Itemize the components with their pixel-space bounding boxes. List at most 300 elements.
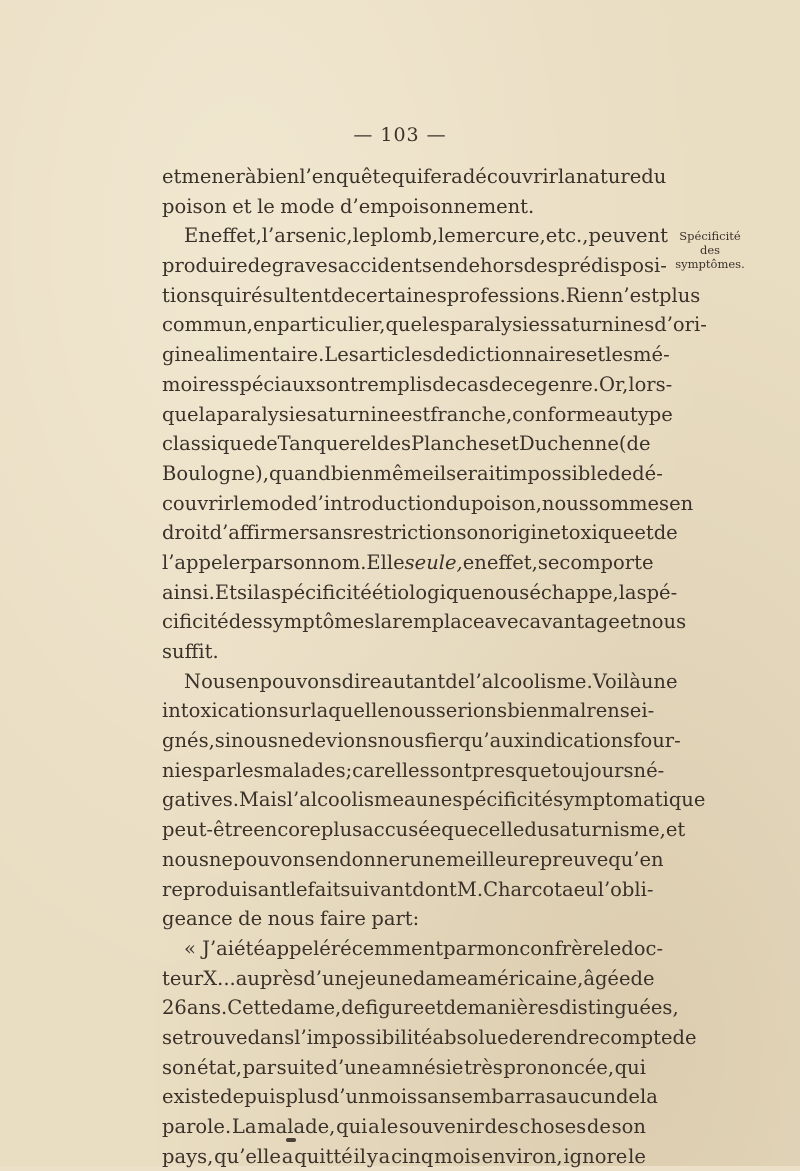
- word: conforme: [512, 402, 606, 426]
- word: mon: [476, 936, 520, 960]
- word: par: [202, 758, 236, 782]
- word: qui: [614, 1055, 646, 1079]
- word: qu’aux: [458, 729, 525, 753]
- word: a: [404, 788, 416, 812]
- word: d’affirmer: [209, 521, 309, 545]
- word: compte: [599, 1025, 673, 1049]
- word: les: [235, 758, 264, 782]
- word: une: [409, 847, 447, 871]
- text-line: [162, 1082, 658, 1112]
- word: saturnines: [549, 313, 655, 337]
- word: le: [628, 1144, 646, 1168]
- word: une: [415, 788, 453, 812]
- word: nies: [162, 758, 203, 782]
- word: en: [235, 669, 260, 693]
- text-line: [162, 162, 667, 192]
- word: d’introduction: [305, 491, 446, 515]
- word: peuvent: [588, 224, 668, 248]
- word: a: [562, 877, 574, 901]
- word: la: [557, 165, 576, 188]
- word: jeune: [358, 966, 413, 990]
- word: origine: [490, 521, 561, 545]
- word: Planches: [411, 432, 500, 456]
- page-number-header: — 103 —: [353, 124, 447, 146]
- word: résultent: [241, 283, 332, 307]
- word: de: [672, 1025, 697, 1049]
- text-line: [162, 696, 655, 726]
- word: car: [352, 758, 385, 782]
- word: son: [283, 550, 318, 574]
- word: meilleure: [446, 847, 540, 871]
- word: que: [385, 313, 423, 337]
- margin-note: [668, 229, 752, 271]
- word: gatives.: [162, 788, 239, 812]
- word: Rien: [565, 283, 611, 307]
- word: nature: [575, 165, 642, 188]
- word: intoxication: [162, 699, 279, 723]
- word: paralysie: [216, 402, 307, 426]
- word: de: [432, 372, 457, 396]
- text-line: [162, 904, 646, 934]
- word: de: [608, 461, 633, 485]
- text-line: [162, 340, 670, 370]
- text-line: [162, 845, 664, 875]
- word: nous: [639, 610, 687, 634]
- word: peut-être: [162, 818, 254, 842]
- word: M.: [456, 877, 484, 901]
- word: le: [257, 194, 275, 218]
- word: preuve: [539, 847, 609, 871]
- word: nous: [541, 491, 589, 515]
- word: les: [422, 313, 450, 337]
- word: des: [484, 1115, 519, 1138]
- word: la: [618, 580, 637, 604]
- word: et: [585, 343, 606, 367]
- word: doc-: [621, 936, 664, 960]
- word: nous: [482, 580, 530, 604]
- word: effet,: [210, 224, 262, 248]
- word: quitté: [294, 1144, 353, 1168]
- word: spécificité: [271, 580, 372, 604]
- word: cas: [456, 372, 489, 396]
- text-line: [162, 459, 663, 489]
- word: accidents: [337, 254, 432, 278]
- word: plus: [320, 818, 363, 842]
- word: des: [377, 432, 412, 456]
- word: amnésie: [381, 1055, 464, 1079]
- word: se: [537, 550, 560, 574]
- word: articles: [358, 343, 433, 367]
- word: étiologique: [371, 580, 483, 604]
- word: prédisposi-: [557, 254, 667, 278]
- word: l’obli-: [597, 877, 654, 901]
- word: Charcot: [483, 877, 562, 901]
- word: l’alcoolisme: [286, 788, 405, 812]
- word: de: [615, 1085, 640, 1109]
- word: poison: [162, 194, 227, 218]
- word: et: [665, 818, 686, 842]
- word: le: [603, 936, 622, 960]
- word: part:: [371, 907, 420, 931]
- word: gine: [162, 343, 205, 367]
- word: de: [488, 372, 513, 396]
- word: son: [611, 1115, 646, 1138]
- word: a: [281, 1144, 294, 1168]
- word: mois: [370, 1085, 418, 1109]
- word: mode: [250, 491, 306, 515]
- word: et: [424, 996, 444, 1020]
- word: si: [214, 729, 232, 753]
- text-line: [162, 251, 667, 281]
- word: plomb,: [370, 224, 439, 248]
- word: saturnine: [306, 402, 401, 426]
- text-line: [162, 756, 665, 786]
- word: et: [634, 521, 654, 545]
- word: au: [605, 402, 630, 426]
- word: par: [249, 550, 284, 574]
- word: La: [231, 1115, 257, 1138]
- word: nom.: [317, 550, 367, 574]
- word: malades;: [263, 758, 353, 782]
- word: faire: [319, 907, 366, 931]
- word: dire: [341, 669, 382, 693]
- word: lors-: [628, 372, 673, 396]
- word: de: [508, 1025, 533, 1049]
- word: sans: [308, 521, 353, 545]
- word: de: [443, 996, 468, 1020]
- word: laquelle: [310, 699, 389, 723]
- word: remplis: [357, 372, 433, 396]
- word: en: [462, 550, 487, 574]
- text-line: [162, 667, 678, 697]
- margin-note-line: Spécificité: [679, 229, 741, 243]
- word: Duchenne: [519, 432, 619, 456]
- word: qu’elle: [214, 1144, 281, 1168]
- word: presque: [471, 758, 552, 782]
- word: ce: [512, 372, 536, 396]
- word: d’une: [325, 1055, 381, 1079]
- word: etc.,: [545, 224, 589, 248]
- word: a: [378, 1144, 391, 1168]
- word: récemment: [330, 936, 444, 960]
- text-line: [162, 934, 664, 964]
- word: Cette: [227, 996, 281, 1020]
- word: environ,: [481, 1144, 563, 1168]
- word: dame: [412, 966, 468, 990]
- word: du: [641, 165, 667, 188]
- word: elles: [384, 758, 430, 782]
- word: en: [669, 491, 694, 515]
- word: d’empoisonnement.: [340, 194, 535, 218]
- word: il: [433, 461, 447, 485]
- word: si: [236, 580, 254, 604]
- word: mode: [280, 194, 335, 218]
- word: pouvons: [259, 669, 342, 693]
- word: sont: [315, 372, 358, 396]
- word: d’ori-: [654, 313, 707, 337]
- word: figure: [365, 996, 425, 1020]
- word: le: [380, 1115, 399, 1138]
- word: genre.: [535, 372, 599, 396]
- word: à: [244, 165, 257, 188]
- word: l’enquête: [299, 165, 392, 188]
- word: rensei-: [586, 699, 655, 723]
- margin-note-line: symptômes.: [675, 257, 745, 271]
- word: ans.: [186, 996, 228, 1020]
- word: il: [353, 1144, 367, 1168]
- word: en: [252, 313, 278, 337]
- word: sans: [417, 1085, 462, 1109]
- word: d’un: [326, 1085, 371, 1109]
- word: nous: [377, 729, 425, 753]
- word: l’arsenic,: [261, 224, 353, 248]
- body-text: [162, 162, 707, 1171]
- word: dé-: [632, 461, 663, 485]
- word: cificité: [162, 610, 229, 634]
- text-line: [162, 518, 678, 548]
- word: fait: [307, 877, 341, 901]
- word: Voilà: [592, 669, 641, 693]
- text-line: [162, 429, 651, 459]
- word: a: [368, 1115, 380, 1138]
- word: même: [373, 461, 434, 485]
- word: alimentaire.: [204, 343, 325, 367]
- word: âgée: [583, 966, 631, 990]
- word: l’appeler: [162, 550, 250, 574]
- text-line: [162, 726, 681, 756]
- word: accusée: [362, 818, 442, 842]
- text-line: [162, 489, 694, 519]
- word: dictionnaires: [456, 343, 586, 367]
- word: son: [456, 521, 491, 545]
- word: serait: [446, 461, 503, 485]
- word: du: [524, 818, 550, 842]
- word: distinguées,: [558, 996, 679, 1020]
- word: spécificité: [452, 788, 554, 812]
- text-line: [162, 1142, 646, 1171]
- word: fier: [424, 729, 459, 753]
- word: l’impossibilité: [294, 1025, 433, 1049]
- word: embarras: [461, 1085, 556, 1109]
- word: qui: [391, 165, 424, 188]
- word: très: [464, 1055, 503, 1079]
- word: la: [198, 402, 217, 426]
- word: échappe,: [529, 580, 619, 604]
- word: que: [162, 402, 199, 426]
- text-line: [162, 993, 679, 1023]
- word: celle: [477, 818, 525, 842]
- word: depuis: [220, 1085, 286, 1109]
- text-line: [162, 548, 654, 578]
- word: serions: [435, 699, 508, 723]
- word: poison,: [470, 491, 542, 515]
- word: qui: [336, 1115, 368, 1138]
- word: autant: [381, 669, 446, 693]
- word: bien: [330, 461, 374, 485]
- word: existe: [162, 1085, 221, 1109]
- word: Tanquerel: [277, 432, 378, 456]
- word: manières: [467, 996, 559, 1020]
- text-line: [162, 964, 655, 994]
- word: des: [228, 610, 263, 634]
- word: et: [232, 194, 252, 218]
- word: le: [438, 224, 456, 248]
- word: effet,: [486, 550, 538, 574]
- word: bien: [256, 165, 300, 188]
- word: y: [366, 1144, 378, 1168]
- word: une: [640, 669, 678, 693]
- word: ainsi.: [162, 580, 215, 604]
- word: Et: [214, 580, 237, 604]
- word: choses: [519, 1115, 587, 1138]
- text-line: [162, 281, 701, 311]
- word: tions: [162, 283, 211, 307]
- word: geance: [162, 907, 233, 931]
- word: suivant: [340, 877, 413, 901]
- word: dehors: [455, 254, 524, 278]
- word: et: [499, 432, 520, 456]
- text-line: [162, 370, 673, 400]
- word: par: [242, 1055, 277, 1079]
- word: sur: [278, 699, 311, 723]
- text-line: [162, 1053, 646, 1083]
- word: Nous: [184, 669, 236, 693]
- word: de: [331, 283, 356, 307]
- word: que: [441, 818, 478, 842]
- word: le: [289, 877, 308, 901]
- word: sommes: [588, 491, 670, 515]
- word: couvrir: [162, 491, 234, 515]
- text-line: [162, 578, 678, 608]
- word: ne: [208, 847, 233, 871]
- word: malade,: [257, 1115, 336, 1138]
- word: de: [253, 432, 278, 456]
- word: rendre: [532, 1025, 600, 1049]
- word: du: [445, 491, 471, 515]
- word: et: [162, 165, 182, 188]
- word: nous: [162, 847, 209, 871]
- word: des: [523, 254, 558, 278]
- word: son: [162, 1055, 197, 1079]
- word: l’alcoolisme.: [469, 669, 593, 693]
- word: état,: [196, 1055, 242, 1079]
- word: sont: [429, 758, 472, 782]
- word: confrère: [519, 936, 604, 960]
- word: nous: [267, 907, 315, 931]
- word: en: [315, 847, 340, 871]
- word: absolue: [432, 1025, 509, 1049]
- text-line: [162, 1023, 697, 1053]
- word: dame,: [280, 996, 342, 1020]
- word: Les: [324, 343, 359, 367]
- text-line: [162, 785, 706, 815]
- word: n’est: [610, 283, 659, 307]
- word: produire: [162, 254, 248, 278]
- word: qu’en: [608, 847, 664, 871]
- word: Elle: [366, 550, 405, 574]
- word: ignore: [563, 1144, 628, 1168]
- word: le: [233, 491, 251, 515]
- word: moires: [162, 372, 230, 396]
- word: « J’ai: [184, 936, 235, 960]
- word: toxique: [560, 521, 635, 545]
- text-line: [162, 875, 654, 905]
- word: la: [253, 580, 272, 604]
- word: par: [443, 936, 477, 960]
- word: Or,: [598, 372, 629, 396]
- word: suffit.: [162, 640, 219, 663]
- word: four-: [633, 729, 681, 753]
- word: type: [629, 402, 673, 426]
- word: suite: [276, 1055, 325, 1079]
- word: de: [630, 966, 655, 990]
- word: pouvons: [232, 847, 316, 871]
- word: mercure,: [455, 224, 546, 248]
- word: dans: [247, 1025, 295, 1049]
- word: reproduisant: [162, 877, 290, 901]
- word: le: [352, 224, 371, 248]
- word: en: [431, 254, 456, 278]
- word: plus: [285, 1085, 327, 1109]
- word: impossible: [502, 461, 609, 485]
- word: eu: [573, 877, 598, 901]
- word: particulier,: [277, 313, 386, 337]
- word: mé-: [633, 343, 670, 367]
- word: de: [653, 521, 678, 545]
- word: de: [247, 254, 272, 278]
- text-line: [162, 1112, 646, 1142]
- word: pays,: [162, 1144, 214, 1168]
- word: classique: [162, 432, 254, 456]
- word: cinq: [391, 1144, 434, 1168]
- word: qui: [210, 283, 242, 307]
- word: de: [586, 1115, 611, 1138]
- word: auprès: [235, 966, 304, 990]
- word: droit: [162, 521, 210, 545]
- word: appelé: [264, 936, 331, 960]
- text-line: [162, 815, 686, 845]
- word: Mais: [238, 788, 287, 812]
- word: toujours: [551, 758, 634, 782]
- word: de: [238, 907, 263, 931]
- word: mal: [550, 699, 587, 723]
- word: restriction: [352, 521, 457, 545]
- word: teur: [162, 966, 204, 990]
- ink-speck: [286, 1138, 296, 1142]
- word: paralysies: [449, 313, 550, 337]
- word: d’une: [303, 966, 359, 990]
- word: de: [341, 996, 366, 1020]
- word: 26: [162, 996, 187, 1020]
- word: est: [400, 402, 431, 426]
- text-line: [162, 192, 646, 222]
- word: devions: [302, 729, 378, 753]
- word: Boulogne),: [162, 461, 269, 485]
- word: (de: [618, 432, 651, 456]
- text-line: [162, 221, 668, 251]
- word: parole.: [162, 1115, 232, 1138]
- word: symptômes: [262, 610, 375, 634]
- margin-note-line: des: [699, 243, 721, 257]
- word: aucun: [555, 1085, 616, 1109]
- word: graves: [271, 254, 338, 278]
- word: dont: [412, 877, 457, 901]
- word: bien: [507, 699, 551, 723]
- word: spéciaux: [229, 372, 316, 396]
- word: la: [374, 610, 393, 634]
- word: saturnisme,: [549, 818, 666, 842]
- word: nous: [231, 729, 278, 753]
